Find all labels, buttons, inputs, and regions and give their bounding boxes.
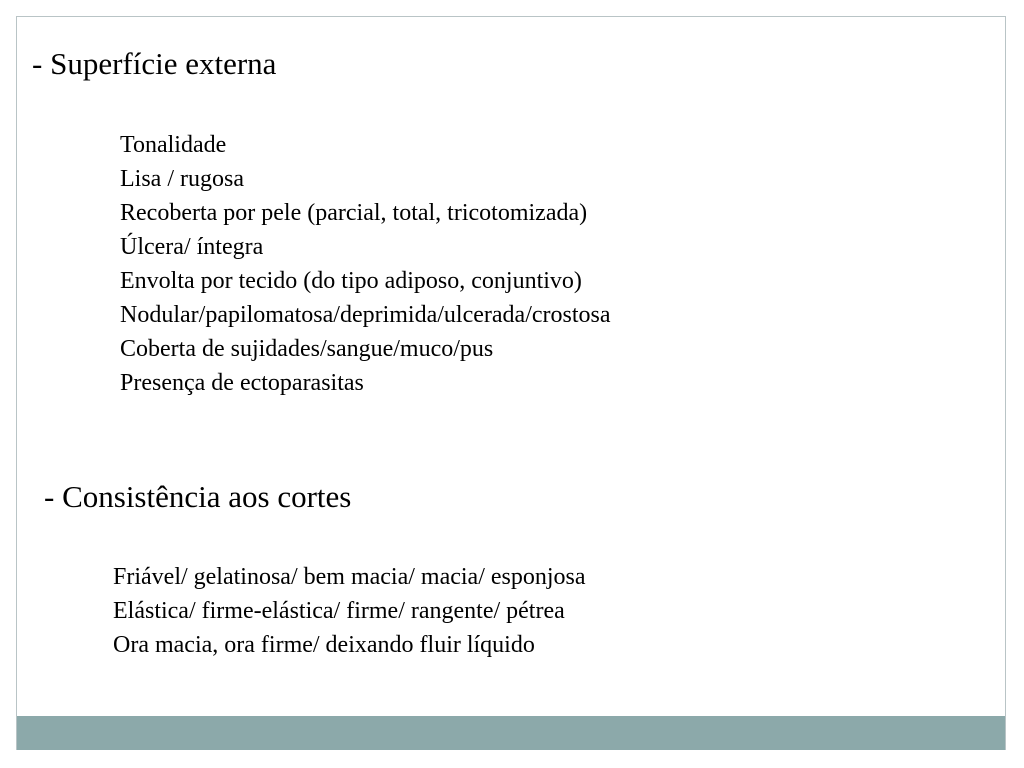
list-item: Recoberta por pele (parcial, total, tricotomizada) [120,200,588,226]
list-item: Envolta por tecido (do tipo adiposo, conjuntivo) [120,268,582,294]
list-item: Nodular/papilomatosa/deprimida/ulcerada/crostosa [120,302,611,328]
list-item: Elástica/ firme-elástica/ firme/ rangente/ pétrea [113,598,565,624]
section-heading-superficie-externa: - Superfície externa [32,46,277,81]
list-item: Lisa / rugosa [120,166,244,192]
list-item: Úlcera/ íntegra [120,234,264,260]
list-item: Ora macia, ora firme/ deixando fluir líquido [113,632,535,658]
list-item: Presença de ectoparasitas [120,370,364,396]
footer-bar [17,716,1005,750]
list-item: Coberta de sujidades/sangue/muco/pus [120,336,494,362]
consistencia-list [113,560,586,662]
superficie-externa-list [120,128,611,400]
list-item: Tonalidade [120,132,227,158]
section-heading-consistencia-aos-cortes: - Consistência aos cortes [44,479,352,514]
list-item: Friável/ gelatinosa/ bem macia/ macia/ esponjosa [113,564,586,590]
